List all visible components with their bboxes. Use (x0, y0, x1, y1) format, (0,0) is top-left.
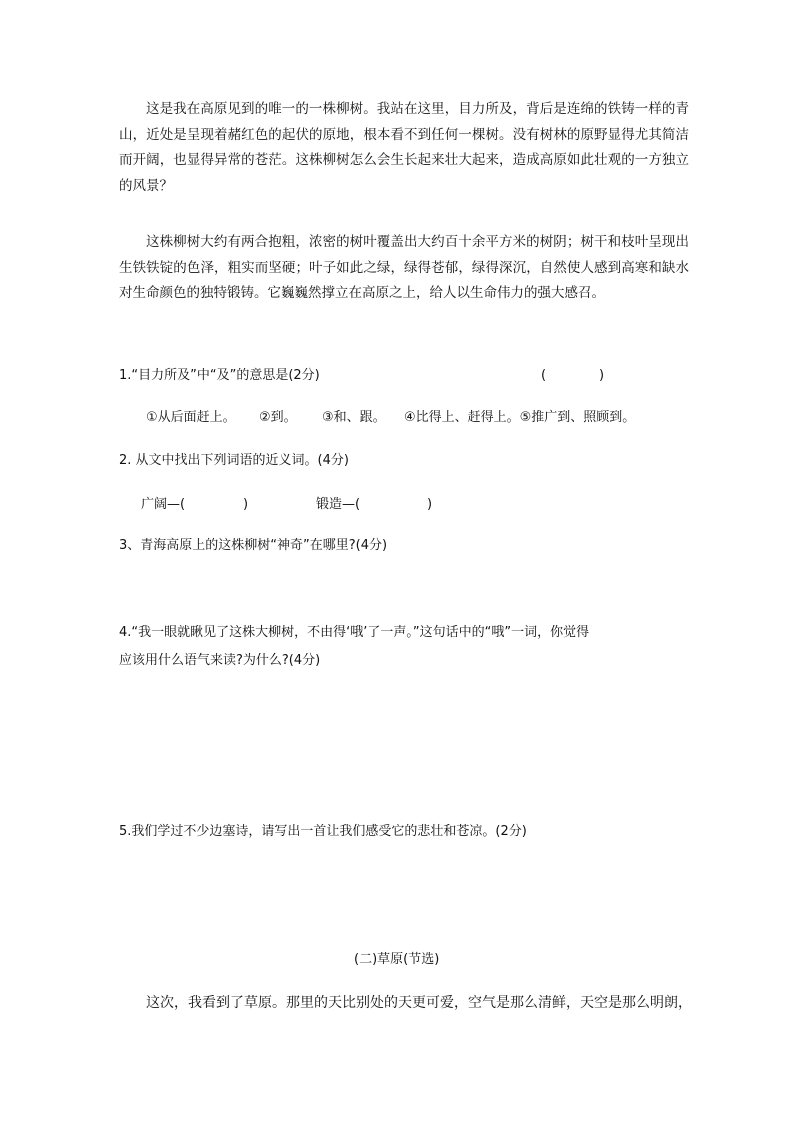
question-1-option-1: ①从后面赶上。 (146, 410, 236, 425)
question-5: 5.我们学过不少边塞诗，请写出一首让我们感受它的悲壮和苍凉。(2分) (119, 824, 527, 839)
section-2-paragraph-1: 这次，我看到了草原。那里的天比别处的天更可爱，空气是那么清鲜，天空是那么明朗， (146, 995, 692, 1011)
question-2-item-2-close: ) (427, 497, 433, 512)
question-1-answer-open: ( (541, 368, 547, 383)
question-2-item-2: 锻造—( (316, 497, 361, 512)
question-4-line-1: 4.“我一眼就瞅见了这株大柳树，不由得‘哦’了一声。”这句话中的“哦”一词，你觉得 (119, 625, 590, 640)
question-1-answer-close: ) (599, 368, 605, 383)
question-1: 1.“目力所及”中“及”的意思是(2分) (119, 368, 320, 383)
question-4-line-2: 应该用什么语气来读?为什么?(4分) (119, 653, 321, 668)
question-2-item-1: 广阔—( (141, 497, 186, 512)
passage1-paragraph-2: 这株柳树大约有两合抱粗，浓密的树叶覆盖出大约百十余平方米的树阴；树干和枝叶呈现出生铁铁锭的色泽，粗实而坚硬；叶子如此之绿，绿得苍郁，绿得深沉，自然使人感到高寒和缺水对生命颜色的独特锻铸。它巍巍然撑立在高原之上，给人以生命伟力的强大感召。 (119, 234, 689, 301)
question-1-option-2: ②到。 (259, 410, 297, 425)
question-2: 2. 从文中找出下列词语的近义词。(4分) (119, 453, 349, 468)
question-1-option-3: ③和、跟。 (322, 410, 386, 425)
question-2-item-1-close: ) (243, 497, 249, 512)
question-1-option-4: ④比得上、赶得上。⑤推广到、照顾到。 (404, 410, 636, 425)
passage1-paragraph-1: 这是我在高原见到的唯一的一株柳树。我站在这里，目力所及，背后是连绵的铁铸一样的青山，近处是呈现着赭红色的起伏的原地，根本看不到任何一棵树。没有树林的原野显得尤其简洁而开阔，也显得异常的苍茫。这株柳树怎么会生长起来壮大起来，造成高原如此壮观的一方独立的风景？ (119, 101, 689, 194)
question-3: 3、青海高原上的这株柳树“神奇”在哪里?(4分) (119, 538, 388, 553)
section-2-title: (二)草原(节选) (354, 952, 440, 967)
